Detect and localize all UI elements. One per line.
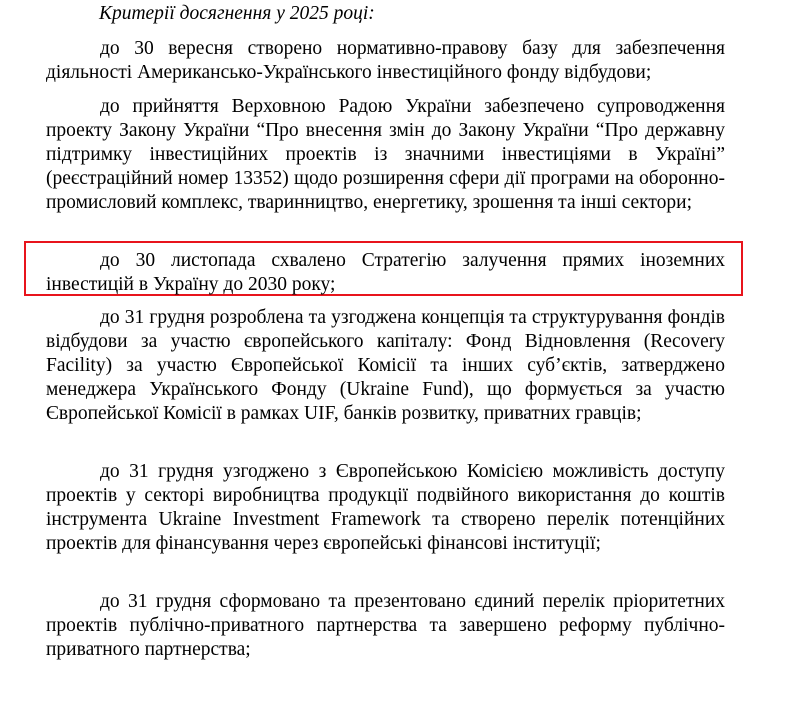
criteria-heading: Критерії досягнення у 2025 році: [99,3,375,24]
criterion-paragraph: до 31 грудня узгоджено з Європейською Комісією можливість доступу проектів у секторі виробництва продукції подвійного використання до коштів інструмента Ukraine Investment Framework та створено перелік потенційних проектів для фінансування через європейські фінансові інституції; [46,461,725,554]
criterion-paragraph: до прийняття Верховною Радою України забезпечено супроводження проекту Закону України “Про внесення змін до Закону України “Про державну підтримку інвестиційних проектів із значними інвестиціями в Україні” (реєстраційний номер 13352) щодо розширення сфери дії програми на оборонно-промисловий комплекс, тваринництво, енергетику, зрошення та інші сектори; [46,96,725,213]
criterion-paragraph: до 31 грудня сформовано та презентовано єдиний перелік пріоритетних проектів публічно-приватного партнерства та завершено реформу публічно-приватного партнерства; [46,591,725,660]
criterion-paragraph: до 31 грудня розроблена та узгоджена концепція та структурування фондів відбудови за участю європейського капіталу: Фонд Відновлення (Recovery Facility) за участю Європейської Комісії та інших суб’єктів, затверджено менеджера Українського Фонду (Ukraine Fund), що формується за участю Європейської Комісії в рамках UIF, банків розвитку, приватних гравців; [46,307,725,424]
highlighted-criterion-paragraph: до 30 листопада схвалено Стратегію залучення прямих іноземних інвестицій в Україну до 2030 року; [46,250,725,295]
criterion-paragraph: до 30 вересня створено нормативно-правову базу для забезпечення діяльності Американсько-Українського інвестиційного фонду відбудови; [46,38,725,83]
